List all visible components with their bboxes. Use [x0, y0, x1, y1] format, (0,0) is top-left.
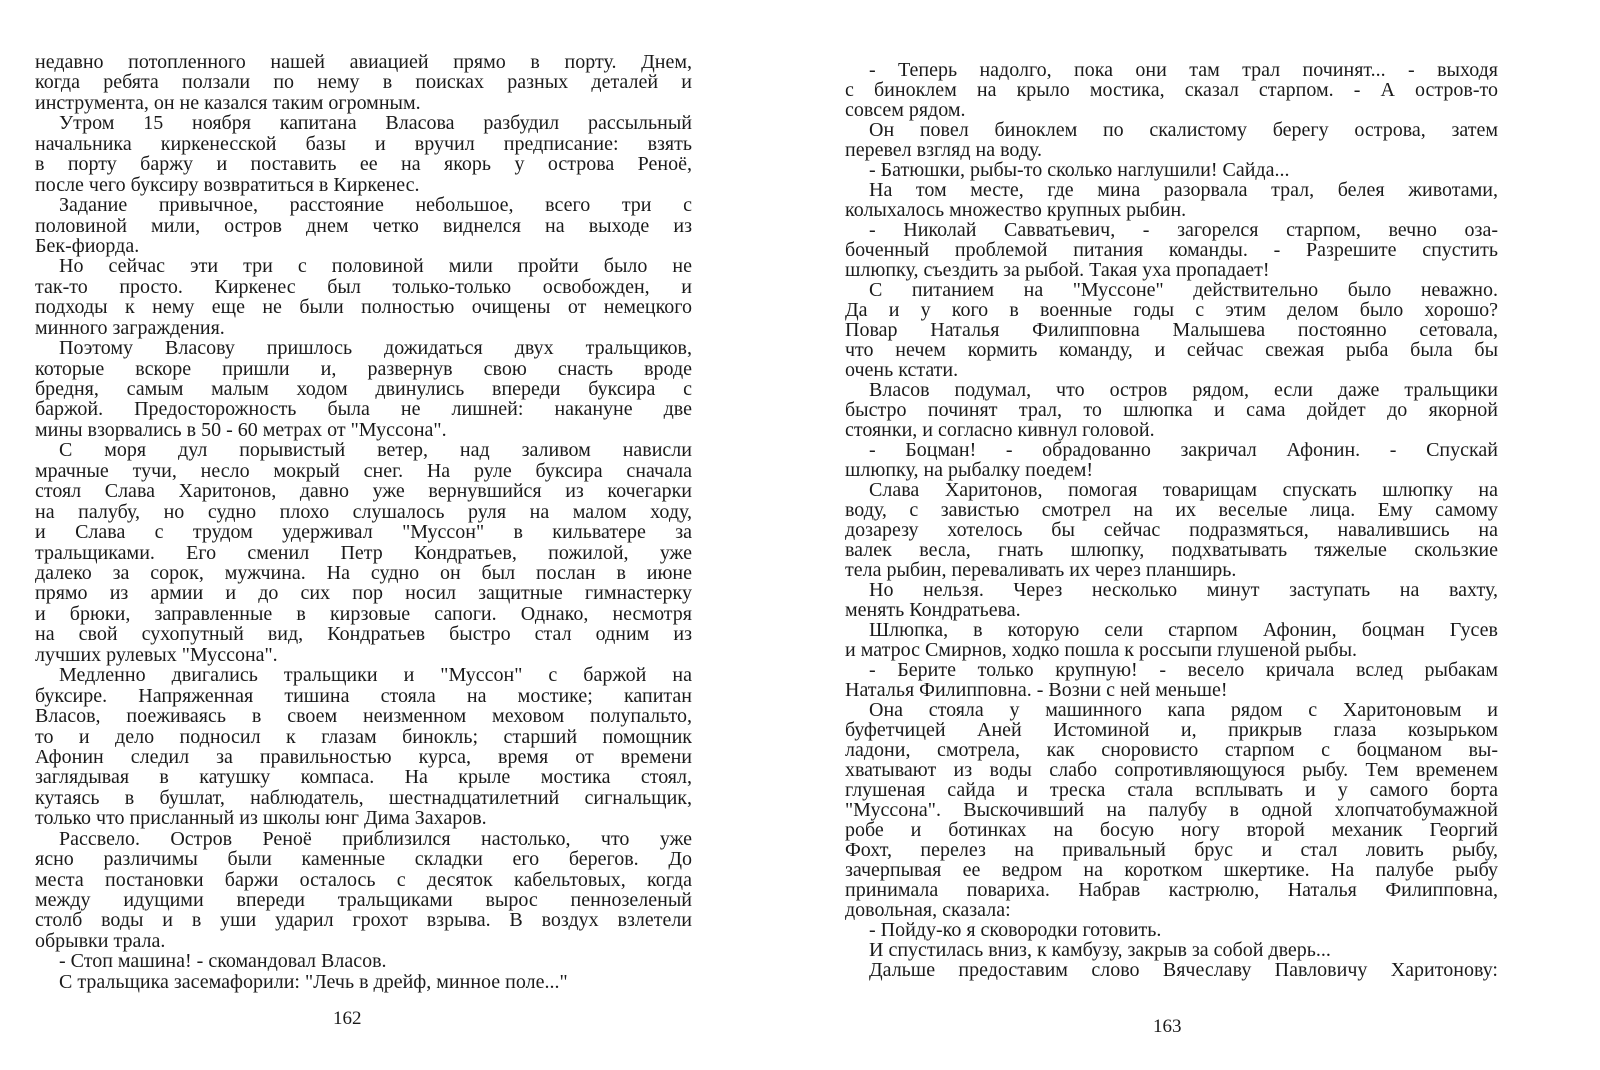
- text-line: в порту баржу и поставить ее на якорь у острова Реноё,: [35, 153, 692, 176]
- text-line: и Слава с трудом удерживал "Муссон" в кильватере за: [35, 521, 692, 544]
- text-line: воду, с завистью смотрел на их веселые лица. Ему самому: [845, 499, 1498, 521]
- text-line: только что присланный из школы юнг Дима Захаров.: [35, 807, 487, 830]
- text-line: робе и ботинках на босую ногу второй механик Георгий: [845, 819, 1498, 841]
- text-line: хватывают из воды слабо сопротивляющуюся рыбу. Тем временем: [845, 759, 1498, 781]
- text-line: и брюки, заправленные в кирзовые сапоги. Однако, несмотря: [35, 602, 692, 625]
- text-line: На том месте, где мина разорвала трал, белея животами,: [869, 179, 1498, 201]
- text-line: столб воды и в уши ударил грохот взрыва. В воздух взлетели: [35, 909, 692, 932]
- text-line: глушеная сайда и треска стала всплывать и у самого борта: [845, 779, 1498, 801]
- text-line: Утром 15 ноября капитана Власова разбудил рассыльный: [59, 112, 692, 135]
- text-line: заглядывая в катушку компаса. На крыле мостика стоял,: [35, 766, 692, 789]
- text-line: когда ребята ползали по нему в поисках разных деталей и: [35, 71, 692, 94]
- text-line: Власов подумал, что остров рядом, если даже тральщики: [869, 379, 1498, 401]
- text-line: Власов, поеживаясь в своем неизменном меховом полупальто,: [35, 705, 692, 728]
- text-line: - Стоп машина! - скомандовал Власов.: [59, 950, 387, 973]
- text-line: кутаясь в бушлат, наблюдатель, шестнадцатилетний сигнальщик,: [35, 786, 692, 809]
- text-line: Наталья Филипповна. - Возни с ней меньше!: [845, 679, 1228, 701]
- text-line: Задание привычное, расстояние небольшое, всего три с: [59, 194, 692, 217]
- text-line: Поэтому Власову пришлось дожидаться двух тральщиков,: [59, 337, 692, 360]
- text-line: что нечем кормить команду, и сейчас свежая рыба была бы: [845, 339, 1498, 361]
- text-line: далеко за сорок, мужчина. На судно он был послан в июне: [35, 562, 692, 584]
- text-line: Дальше предоставим слово Вячеславу Павловичу Харитонову:: [869, 959, 1498, 981]
- text-line: Но сейчас эти три с половиной мили пройти было не: [59, 255, 692, 278]
- text-line: на палубу, но судно плохо слушалось руля на малом ходу,: [35, 500, 692, 523]
- text-line: мины взорвались в 50 - 60 метрах от "Муссона".: [35, 418, 447, 441]
- text-line: недавно потопленного нашей авиацией прямо в порту. Днем,: [35, 51, 692, 73]
- text-line: С тральщика засемафорили: "Лечь в дрейф, минное поле...": [59, 970, 568, 993]
- text-line: так-то просто. Киркенес был только-только освобожден, и: [35, 275, 692, 298]
- text-line: менять Кондратьева.: [845, 599, 1021, 621]
- text-line: Медленно двигались тральщики и "Муссон" с баржой на: [59, 664, 692, 687]
- text-line: Слава Харитонов, помогая товарищам спускать шлюпку на: [869, 479, 1498, 501]
- text-line: И спустилась вниз, к камбузу, закрыв за собой дверь...: [869, 939, 1331, 961]
- text-line: Да и у кого в военные годы с этим делом было хорошо?: [845, 299, 1498, 321]
- text-line: на свой сухопутный вид, Кондратьев быстро стал одним из: [35, 623, 692, 646]
- text-line: минного заграждения.: [35, 316, 225, 339]
- text-line: Но нельзя. Через несколько минут заступать на вахту,: [869, 579, 1498, 601]
- text-line: инструмента, он не казался таким огромным.: [35, 91, 421, 114]
- text-line: мрачные тучи, несло мокрый снег. На руле буксира сначала: [35, 459, 692, 482]
- text-line: между идущими впереди тральщиками вырос пеннозеленый: [35, 889, 692, 912]
- text-line: - Боцман! - обрадованно закричал Афонин. - Спускай: [869, 439, 1498, 461]
- text-line: С питанием на "Муссоне" действительно было неважно.: [869, 279, 1498, 301]
- text-line: обрывки трала.: [35, 929, 166, 952]
- text-line: - Пойду-ко я сковородки готовить.: [869, 919, 1162, 941]
- text-line: - Берите только крупную! - весело кричала вслед рыбакам: [869, 659, 1498, 681]
- text-line: колыхалось множество крупных рыбин.: [845, 199, 1187, 221]
- text-line: ясно различимы были каменные складки его берегов. До: [35, 848, 692, 871]
- text-line: зачерпывая ее ведром на коротком шкертике. На палубе рыбу: [845, 859, 1498, 881]
- text-line: ладони, смотрела, как сноровисто старпом с боцманом вы-: [845, 739, 1498, 761]
- text-line: очень кстати.: [845, 359, 959, 381]
- text-line: - Батюшки, рыбы-то сколько наглушили! Сайда...: [869, 159, 1290, 181]
- text-line: начальника киркенесской базы и вручил предписание: взять: [35, 132, 692, 155]
- text-line: Повар Наталья Филипповна Малышева постоянно сетовала,: [845, 319, 1498, 341]
- text-line: Она стояла у машинного капа рядом с Харитоновым и: [869, 699, 1498, 721]
- text-line: тела рыбин, переваливать их через планширь.: [845, 559, 1237, 581]
- text-line: и матрос Смирнов, ходко пошла к россыпи глушеной рыбы.: [845, 639, 1358, 661]
- text-line: тральщиками. Его сменил Петр Кондратьев, пожилой, уже: [35, 541, 692, 564]
- text-line: бредня, самым малым ходом двинулись впереди буксира с: [35, 378, 692, 401]
- text-line: перевел взгляд на воду.: [845, 139, 1043, 161]
- text-line: после чего буксиру возвратиться в Киркенес.: [35, 173, 420, 196]
- page-number-left: 162: [333, 1008, 362, 1029]
- text-line: довольная, сказала:: [845, 899, 1011, 921]
- text-line: совсем рядом.: [845, 99, 966, 121]
- text-line: принимала повариха. Набрав кастрюлю, Наталья Филипповна,: [845, 879, 1498, 901]
- text-line: стоянки, и согласно кивнул головой.: [845, 419, 1155, 441]
- text-line: С моря дул порывистый ветер, над заливом нависли: [59, 439, 692, 462]
- text-line: с биноклем на крыло мостика, сказал старпом. - А остров-то: [845, 79, 1498, 101]
- text-line: "Муссона". Выскочивший на палубу в одной хлопчатобумажной: [845, 799, 1498, 821]
- text-line: Шлюпка, в которую сели старпом Афонин, боцман Гусев: [869, 619, 1498, 641]
- text-line: дозарезу хотелось бы сейчас подразмяться, навалившись на: [845, 519, 1498, 541]
- text-line: шлюпку, на рыбалку поедем!: [845, 459, 1094, 481]
- text-line: подходы к нему еще не были полностью очищены от немецкого: [35, 296, 692, 319]
- text-line: Фохт, перелез на привальный брус и стал ловить рыбу,: [845, 839, 1498, 861]
- text-line: буксире. Напряженная тишина стояла на мостике; капитан: [35, 684, 692, 707]
- text-line: стоял Слава Харитонов, давно уже вернувшийся из кочегарки: [35, 480, 692, 503]
- text-line: половиной мили, остров днем четко виднелся на выходе из: [35, 214, 692, 237]
- text-line: валек весла, гнать шлюпку, подхватывать тяжелые скользкие: [845, 539, 1498, 561]
- text-line: шлюпку, съездить за рыбой. Такая уха пропадает!: [845, 259, 1270, 281]
- text-line: баржой. Предосторожность была не лишней: накануне две: [35, 398, 692, 421]
- text-line: места постановки баржи осталось с десяток кабельтовых, когда: [35, 868, 692, 891]
- page-number-right: 163: [1153, 1016, 1182, 1037]
- text-line: лучших рулевых "Муссона".: [35, 643, 278, 666]
- text-line: боченный проблемой питания команды. - Разрешите спустить: [845, 239, 1498, 261]
- right-page: [845, 0, 1498, 1070]
- text-line: Бек-фиорда.: [35, 234, 140, 257]
- text-line: которые вскоре пришли и, развернув свою снасть вроде: [35, 357, 692, 380]
- text-line: буфетчицей Аней Истоминой и, прикрыв глаза козырьком: [845, 719, 1498, 741]
- left-page: [35, 0, 692, 1070]
- text-line: - Теперь надолго, пока они там трал починят... - выходя: [869, 59, 1498, 81]
- text-line: быстро починят трал, то шлюпка и сама дойдет до якорной: [845, 399, 1498, 421]
- text-line: Он повел биноклем по скалистому берегу острова, затем: [869, 119, 1498, 141]
- text-line: Рассвело. Остров Реноё приблизился настолько, что уже: [59, 827, 692, 850]
- text-line: - Николай Савватьевич, - загорелся старпом, вечно оза-: [869, 219, 1498, 241]
- text-line: прямо из армии и до сих пор носил защитные гимнастерку: [35, 582, 692, 605]
- text-line: Афонин следил за правильностью курса, время от времени: [35, 745, 692, 768]
- text-line: то и дело подносил к глазам бинокль; старший помощник: [35, 725, 692, 748]
